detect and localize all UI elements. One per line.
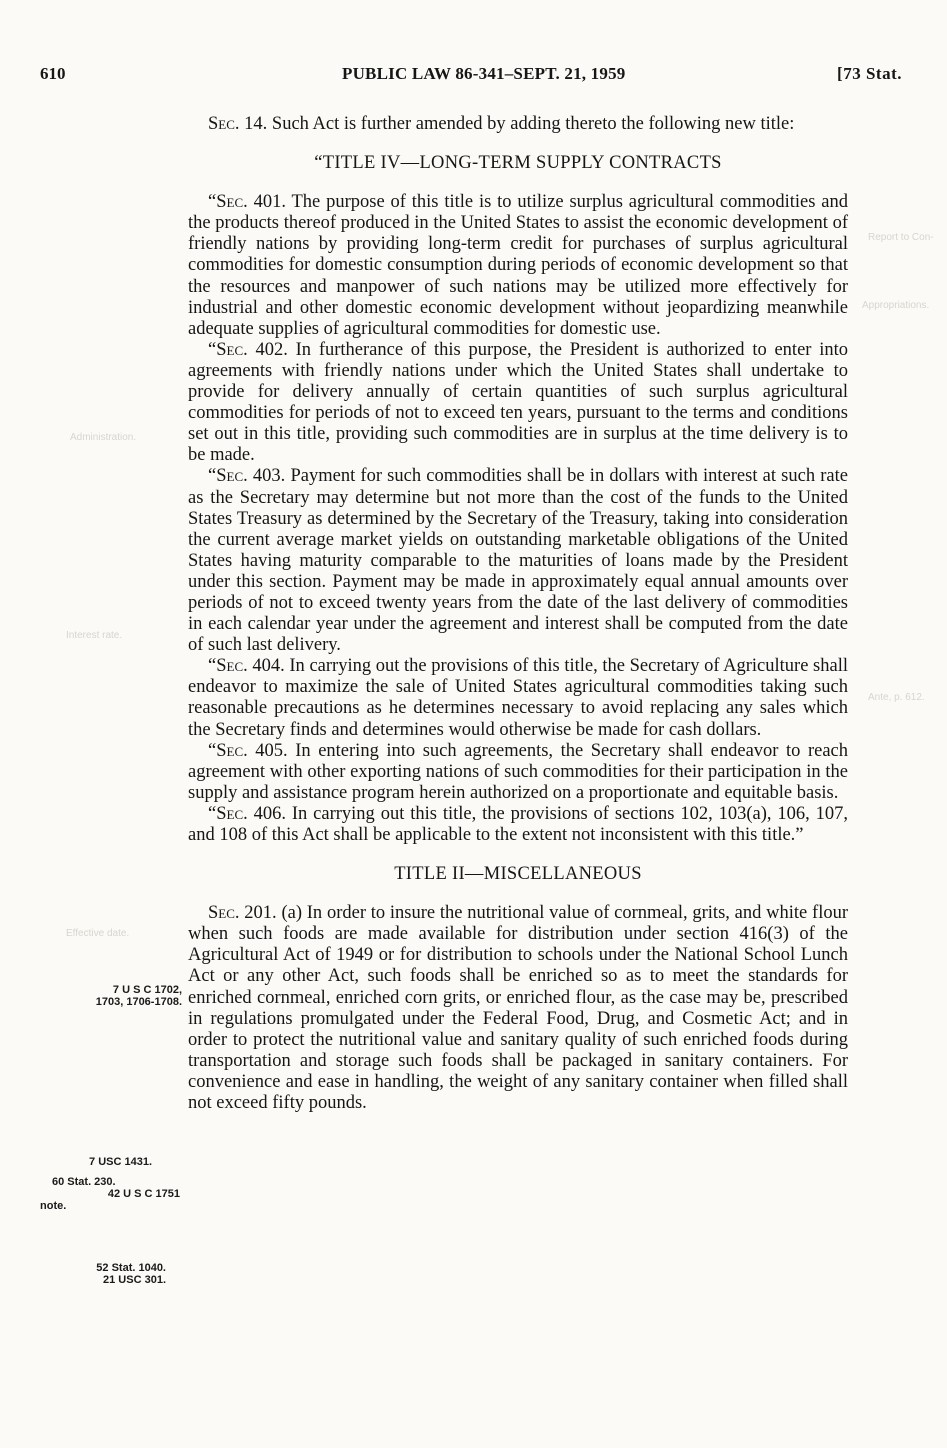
section-14-paragraph: Sec. 14. Such Act is further amended by adding thereto the following new title: <box>208 114 795 134</box>
statute-reference: [73 Stat. <box>837 64 902 83</box>
running-head <box>40 64 902 90</box>
bleed-through-note: Administration. <box>70 432 137 443</box>
margin-note-usc-1702: 7 U S C 1702, 1703, 1706-1708. <box>95 984 182 1008</box>
section-201-paragraph: Sec. 201. (a) In order to insure the nutritional value of cornmeal, grits, and white flour when such foods are made available for distribution under section 416(3) of the Agricultural Act of 1949 or for distribution to schools under the National School Lunch Act or any other Act, such foods shall be enriched so as to meet the standards for enriched cornmeal, enriched corn grits, or enriched flour, as the case may be, prescribed in regulations promulgated under the Federal Food, Drug, and Cosmetic Act; and in order to protect the nutritional value and sanitary quality of such enriched foods during transportation and storage such foods shall be packaged in sanitary containers. For convenience and ease in handling, the weight of any sanitary container when filled shall not exceed fifty pounds. <box>188 903 848 1114</box>
title-iv-heading: “TITLE IV—LONG-TERM SUPPLY CONTRACTS <box>314 153 722 174</box>
bleed-through-note: Appropriations. <box>862 300 930 311</box>
section-404-paragraph: “Sec. 404. In carrying out the provisions of this title, the Secretary of Agriculture shall endeavor to maximize the sale of United States agricultural commodities taking such reasonable precautions as he determines necessary to avoid replacing any sales which the Secretary finds and determines would otherwise be made for cash dollars. <box>188 656 848 740</box>
section-406-paragraph: “Sec. 406. In carrying out this title, the provisions of sections 102, 103(a), 106, 107, and 108 of this Act shall be applicable to the extent not inconsistent with this title.” <box>188 803 848 845</box>
section-403-paragraph: “Sec. 403. Payment for such commodities shall be in dollars with interest at such rate as the Secretary may determine but not more than the cost of the funds to the United States Treasury as determined by the Secretary of the Treasury, taking into consideration the current average market yields on outstanding marketable obligations of the United States having maturity comparable to the maturities of loans made by the President under this section. Payment may be made in approximately equal annual amounts over periods of not to exceed twenty years from the date of the last delivery of commodities in each calendar year under the agreement and interest shall be computed from the date of such last delivery. <box>188 466 848 656</box>
document-body <box>188 114 848 1114</box>
margin-note-school-lunch: 60 Stat. 230. 42 U S C 1751 note. <box>40 1176 180 1212</box>
margin-note-fdc-act: 52 Stat. 1040. 21 USC 301. <box>96 1262 166 1286</box>
bleed-through-note: Interest rate. <box>66 630 123 641</box>
bleed-through-note: Effective date. <box>66 928 130 939</box>
bleed-through-note: Report to Con- <box>868 232 934 243</box>
section-405-paragraph: “Sec. 405. In entering into such agreements, the Secretary shall endeavor to reach agreement with other exporting nations of such commodities for their participation in the supply and assistance program herein authorized on a proportionate and equitable basis. <box>188 740 848 803</box>
title-ii-heading: TITLE II—MISCELLANEOUS <box>394 864 642 885</box>
bleed-through-note: Ante, p. 612. <box>868 692 925 703</box>
section-402-paragraph: “Sec. 402. In furtherance of this purpose, the President is authorized to enter into agreements with friendly nations under which the United States shall undertake to provide for delivery annually of certain quantities of such surplus agricultural commodities for periods of not to exceed ten years, pursuant to the terms and conditions set out in this title, providing such commodities are in surplus at the time delivery is to be made. <box>188 339 848 466</box>
section-401-paragraph: “Sec. 401. The purpose of this title is to utilize surplus agricultural commodities and the products thereof produced in the United States to assist the economic development of friendly nations by providing long-term credit for purchases of surplus agricultural commodities for domestic consumption during periods of economic development so that the resources and manpower of such nations may be utilized more effectively for industrial and other domestic economic development without jeopardizing meanwhile adequate supplies of agricultural commodities for domestic use. <box>188 192 848 339</box>
header-title: PUBLIC LAW 86-341–SEPT. 21, 1959 <box>342 64 626 83</box>
margin-note-usc-1431: 7 USC 1431. <box>89 1156 152 1168</box>
page-number: 610 <box>40 64 66 83</box>
